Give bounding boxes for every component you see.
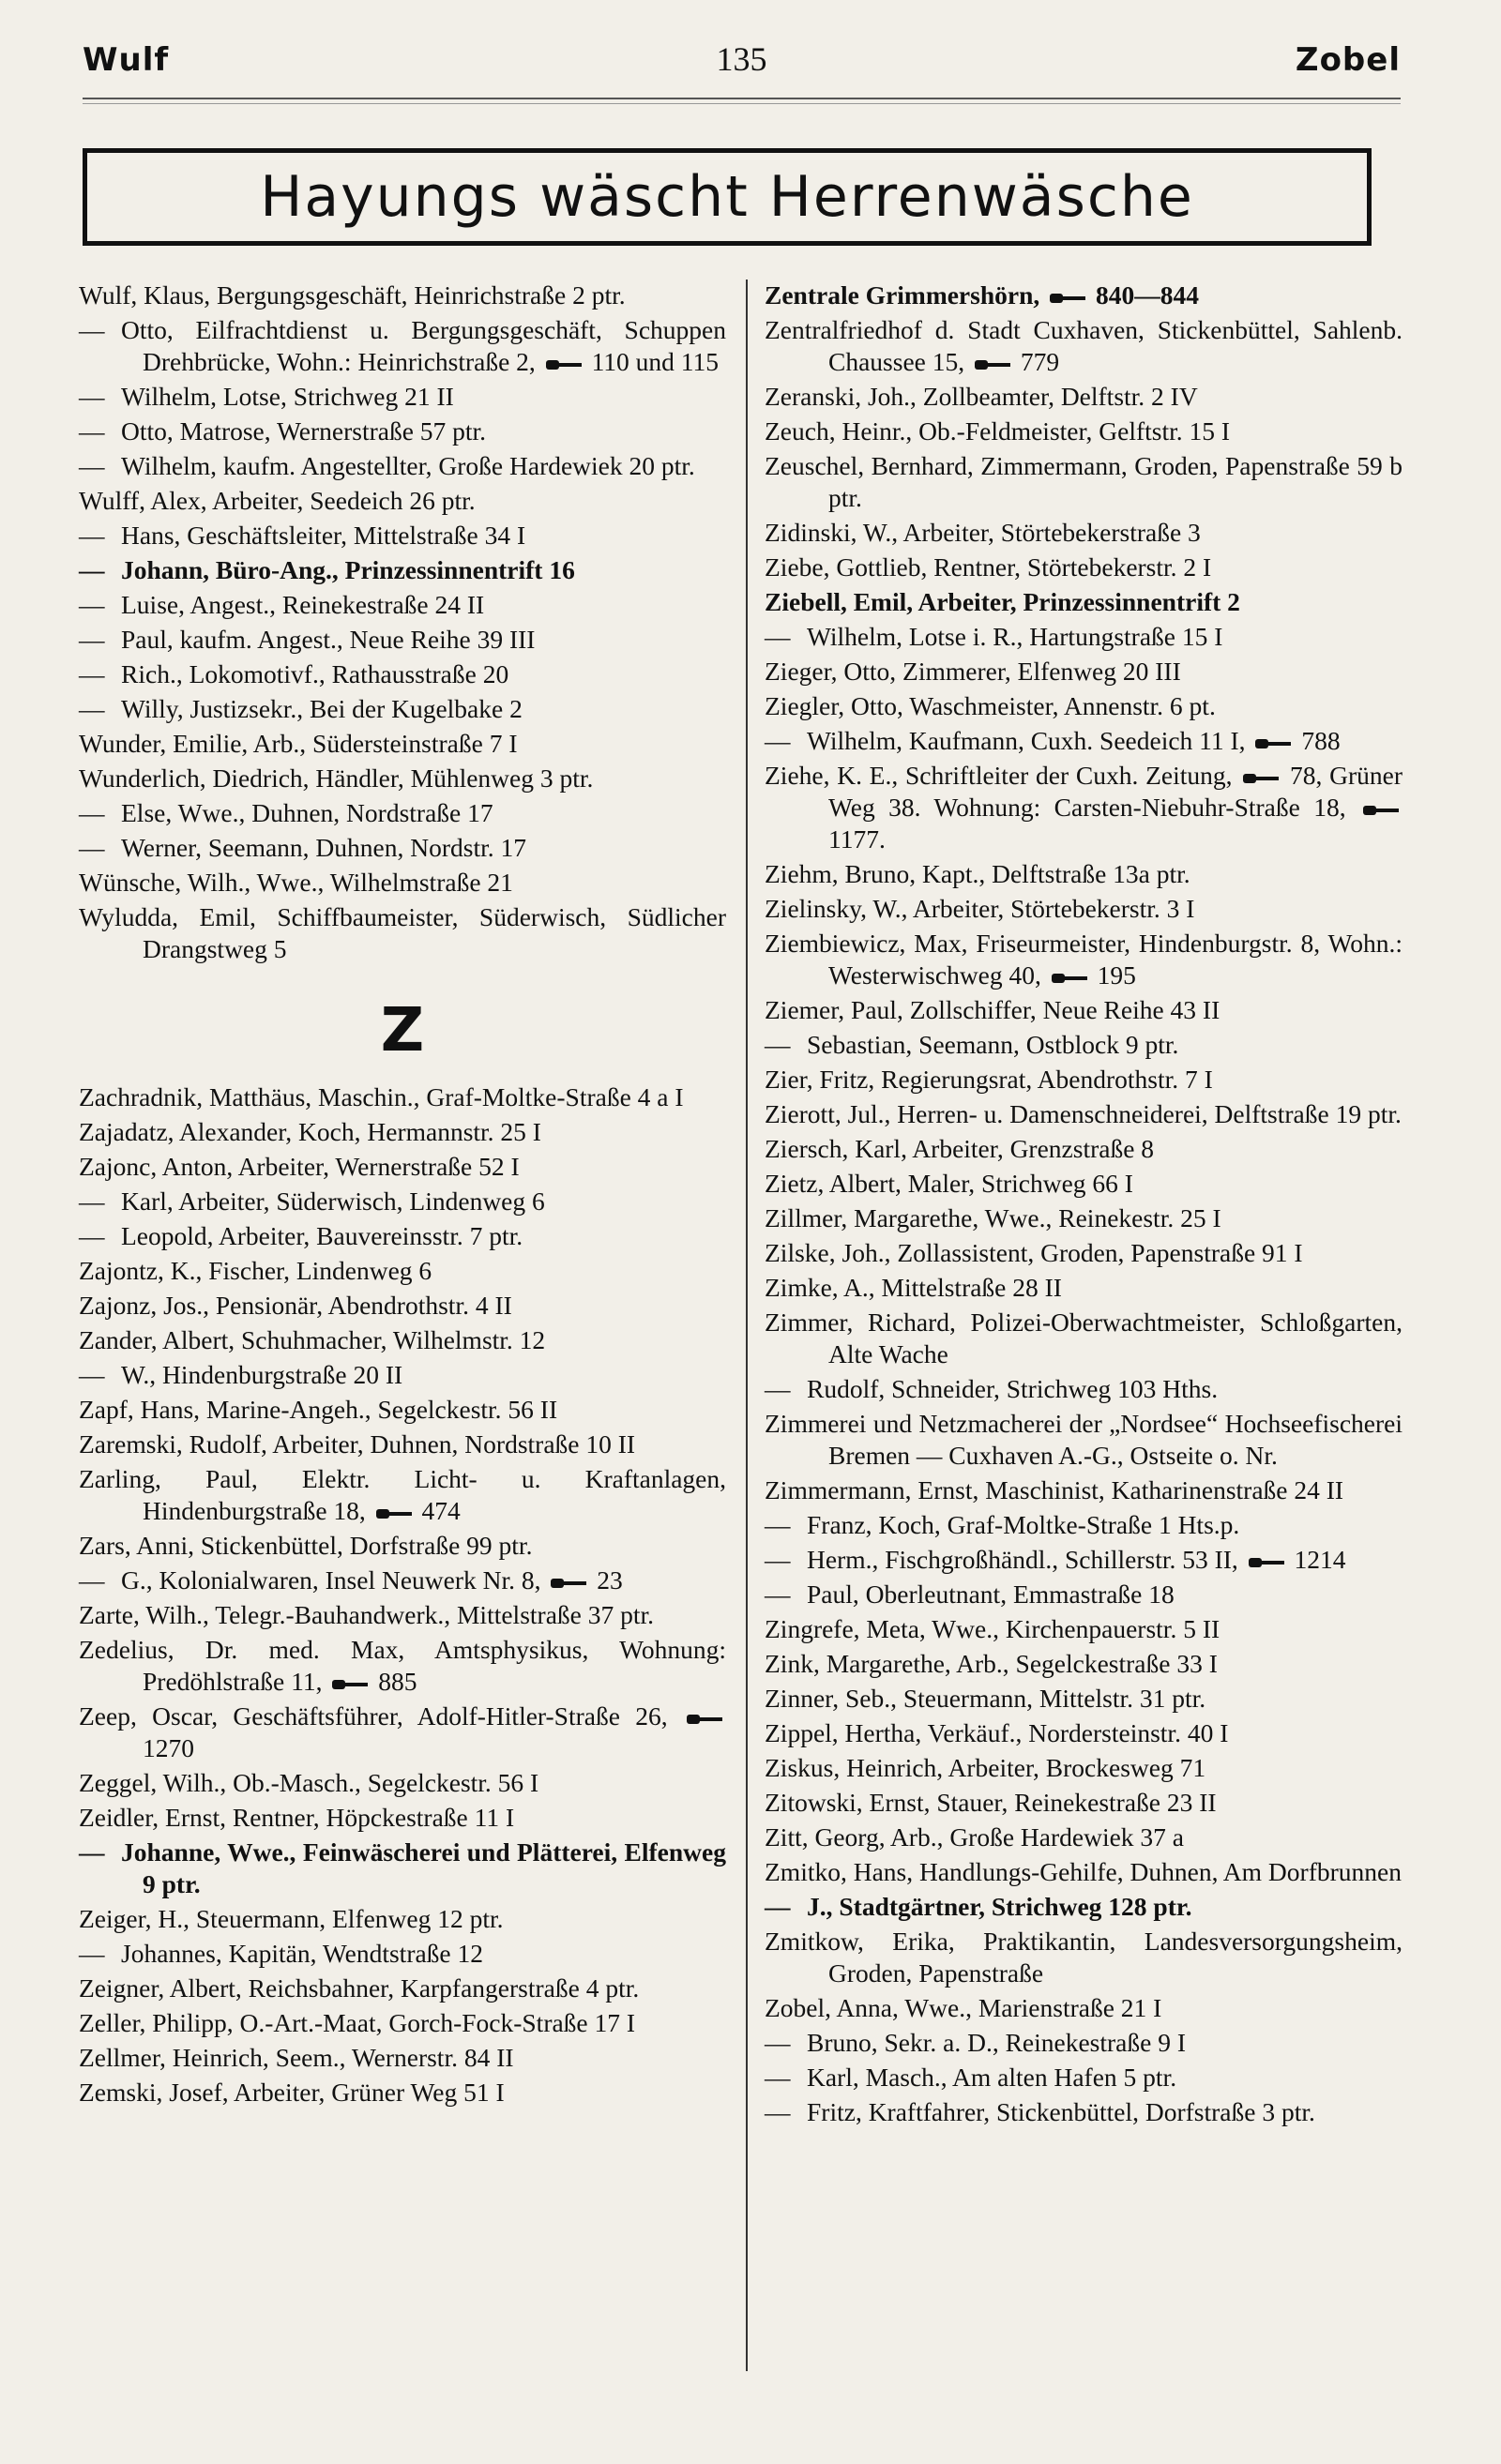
entry-text: Franz, Koch, Graf-Moltke-Straße 1 Hts.p. (807, 1510, 1240, 1539)
entry-text: Zilske, Joh., Zollassistent, Groden, Papenstraße 91 I (765, 1238, 1303, 1267)
directory-entry (765, 1064, 1402, 1096)
header-rule (83, 98, 1401, 99)
directory-entry (765, 1272, 1402, 1304)
entry-text: Zeep, Oscar, Geschäftsführer, Adolf-Hitler-Straße 26, (79, 1701, 683, 1731)
entry-text: Johanne, Wwe., Feinwäscherei und Plätterei, Elfenweg 9 ptr. (121, 1837, 726, 1898)
entry-text: Zedelius, Dr. med. Max, Amtsphysikus, Wohnung: Predöhlstraße 11, (79, 1635, 726, 1696)
entry-text: Ziskus, Heinrich, Arbeiter, Brockesweg 71 (765, 1753, 1206, 1782)
directory-entry (79, 2077, 726, 2109)
entry-text: Ziegler, Otto, Waschmeister, Annenstr. 6 pt. (765, 691, 1216, 720)
directory-entry (79, 693, 726, 725)
entry-text: Zemski, Josef, Arbeiter, Grüner Weg 51 I (79, 2078, 505, 2107)
entry-text: Karl, Arbeiter, Süderwisch, Lindenweg 6 (121, 1187, 545, 1216)
entry-text: Hans, Geschäftsleiter, Mittelstraße 34 I (121, 521, 526, 550)
entry-text: Wunderlich, Diedrich, Händler, Mühlenweg 3 ptr. (79, 763, 594, 793)
advert-text: Hayungs wäscht Herrenwäsche (260, 164, 1194, 230)
directory-entry (79, 1903, 726, 1935)
directory-entry (765, 1752, 1402, 1784)
directory-entry (765, 656, 1402, 688)
entry-text: Sebastian, Seemann, Ostblock 9 ptr. (807, 1030, 1179, 1059)
directory-entry (79, 1186, 726, 1217)
entry-text: 1270 (143, 1733, 194, 1762)
directory-entry (79, 624, 726, 656)
directory-entry (765, 1168, 1402, 1200)
entry-text: Zars, Anni, Stickenbüttel, Dorfstraße 99 ptr. (79, 1531, 533, 1560)
entry-text: Zinner, Seb., Steuermann, Mittelstr. 31 ptr. (765, 1684, 1206, 1713)
directory-entry (79, 901, 726, 965)
directory-entry (765, 928, 1402, 991)
directory-entry (79, 1255, 726, 1287)
directory-entry (79, 1565, 726, 1596)
directory-entry (79, 416, 726, 447)
entry-text: 78, Grüner Weg 38. Wohnung: Carsten-Niebuhr-Straße 18, (828, 761, 1402, 822)
entry-text: J., Stadtgärtner, Strichweg 128 ptr. (807, 1892, 1192, 1921)
directory-entry (765, 1787, 1402, 1819)
directory-entry (765, 1098, 1402, 1130)
directory-entry (79, 1394, 726, 1426)
directory-entry (79, 1634, 726, 1698)
directory-entry (765, 1408, 1402, 1472)
entry-text: Bruno, Sekr. a. D., Reinekestraße 9 I (807, 2028, 1187, 2057)
entry-text: Werner, Seemann, Duhnen, Nordstr. 17 (121, 833, 526, 862)
entry-text: 195 (1090, 960, 1136, 990)
directory-entry (765, 381, 1402, 413)
repeat-dash: — (79, 416, 105, 446)
entry-text: Zitt, Georg, Arb., Große Hardewiek 37 a (765, 1822, 1185, 1852)
repeat-dash: — (79, 315, 105, 344)
directory-entry (765, 1544, 1402, 1576)
entry-text: Zajonc, Anton, Arbeiter, Wernerstraße 52 I (79, 1152, 520, 1181)
repeat-dash: — (79, 798, 105, 827)
repeat-dash: — (79, 1939, 105, 1968)
entry-text: Wulf, Klaus, Bergungsgeschäft, Heinrichstraße 2 ptr. (79, 280, 626, 310)
directory-entry (79, 763, 726, 794)
directory-entry (79, 1116, 726, 1148)
entry-text: Rudolf, Schneider, Strichweg 103 Hths. (807, 1374, 1219, 1403)
repeat-dash: — (79, 694, 105, 723)
header-right: Zobel (1295, 41, 1401, 79)
directory-entry (765, 1373, 1402, 1405)
right-column (765, 280, 1402, 2131)
directory-entry (765, 1613, 1402, 1645)
entry-text: Zeiger, H., Steuermann, Elfenweg 12 ptr. (79, 1904, 504, 1933)
entry-text: 110 und 115 (584, 347, 720, 376)
directory-entry (765, 858, 1402, 890)
directory-entry (79, 2007, 726, 2039)
entry-text: 1177. (828, 824, 886, 854)
directory-entry (79, 1530, 726, 1562)
repeat-dash: — (79, 451, 105, 480)
entry-text: Zimmermann, Ernst, Maschinist, Katharinenstraße 24 II (765, 1475, 1344, 1504)
entry-text: 1214 (1287, 1545, 1346, 1574)
entry-text: Johann, Büro-Ang., Prinzessinnentrift 16 (121, 555, 575, 584)
telephone-icon (1052, 972, 1087, 985)
repeat-dash: — (765, 2097, 791, 2126)
directory-entry (79, 1701, 726, 1764)
entry-text: Paul, kaufm. Angest., Neue Reihe 39 III (121, 625, 536, 654)
directory-entry (765, 1237, 1402, 1269)
repeat-dash: — (79, 590, 105, 619)
directory-entry (765, 725, 1402, 757)
entry-text: Zitowski, Ernst, Stauer, Reinekestraße 23 II (765, 1788, 1217, 1817)
directory-entry (765, 1683, 1402, 1715)
entry-text: Zaremski, Rudolf, Arbeiter, Duhnen, Nordstraße 10 II (79, 1429, 636, 1459)
directory-entry (765, 2027, 1402, 2059)
entry-text: 885 (371, 1667, 417, 1696)
entry-text: Wyludda, Emil, Schiffbaumeister, Süderwisch, Südlicher Drangstweg 5 (79, 902, 726, 963)
repeat-dash: — (765, 622, 791, 651)
directory-entry (765, 280, 1402, 311)
directory-entry (765, 1648, 1402, 1680)
entries-w (79, 280, 726, 965)
repeat-dash: — (79, 521, 105, 550)
entry-text: Wilhelm, Kaufmann, Cuxh. Seedeich 11 I, (807, 726, 1252, 755)
repeat-dash: — (765, 1545, 791, 1574)
directory-entry (79, 1429, 726, 1460)
directory-entry (765, 1133, 1402, 1165)
entry-text: Rich., Lokomotivf., Rathausstraße 20 (121, 659, 509, 688)
directory-entry (765, 1992, 1402, 2024)
repeat-dash: — (79, 1221, 105, 1250)
entry-text: 788 (1295, 726, 1341, 755)
repeat-dash: — (79, 659, 105, 688)
directory-entry (79, 832, 726, 864)
directory-entry (765, 2096, 1402, 2128)
entry-text: Wulff, Alex, Arbeiter, Seedeich 26 ptr. (79, 486, 476, 515)
directory-entry (765, 690, 1402, 722)
entry-text: Zarte, Wilh., Telegr.-Bauhandwerk., Mittelstraße 37 ptr. (79, 1600, 655, 1629)
directory-entry (79, 1599, 726, 1631)
left-column (79, 280, 726, 2111)
directory-entry (765, 314, 1402, 378)
directory-entry (765, 1509, 1402, 1541)
directory-entry (765, 517, 1402, 549)
entry-text: Ziersch, Karl, Arbeiter, Grenzstraße 8 (765, 1134, 1155, 1163)
entry-text: Zink, Margarethe, Arb., Segelckestraße 33 I (765, 1649, 1218, 1678)
entry-text: Zidinski, W., Arbeiter, Störtebekerstraße 3 (765, 518, 1201, 547)
entry-text: Ziebe, Gottlieb, Rentner, Störtebekerstr. 2 I (765, 552, 1212, 582)
entry-text: Zimmer, Richard, Polizei-Oberwachtmeister, Schloßgarten, Alte Wache (765, 1308, 1402, 1368)
directory-entry (765, 621, 1402, 653)
directory-entry (765, 416, 1402, 447)
directory-entry (79, 1837, 726, 1900)
entry-text: Ziembiewicz, Max, Friseurmeister, Hindenburgstr. 8, Wohn.: Westerwischweg 40, (765, 929, 1402, 990)
repeat-dash: — (79, 1565, 105, 1595)
directory-entry (765, 1891, 1402, 1923)
repeat-dash: — (79, 382, 105, 411)
entry-text: 840—844 (1089, 280, 1200, 310)
directory-entry (79, 1290, 726, 1322)
directory-entry (79, 381, 726, 413)
entries-z-left (79, 1081, 726, 2109)
repeat-dash: — (765, 1510, 791, 1539)
entry-text: Leopold, Arbeiter, Bauvereinsstr. 7 ptr. (121, 1221, 523, 1250)
entry-text: Zierott, Jul., Herren- u. Damenschneiderei, Delftstraße 19 ptr. (765, 1099, 1402, 1128)
telephone-icon (1249, 1556, 1284, 1569)
directory-entry (765, 893, 1402, 925)
entry-text: 23 (590, 1565, 623, 1595)
entry-text: Zachradnik, Matthäus, Maschin., Graf-Moltke-Straße 4 a I (79, 1082, 684, 1111)
repeat-dash: — (765, 1374, 791, 1403)
entry-text: Ziemer, Paul, Zollschiffer, Neue Reihe 43 II (765, 995, 1221, 1024)
entry-text: Wilhelm, Lotse i. R., Hartungstraße 15 I (807, 622, 1223, 651)
directory-entry (765, 1029, 1402, 1061)
entry-text: Ziehe, K. E., Schriftleiter der Cuxh. Zeitung, (765, 761, 1240, 790)
entry-text: Zillmer, Margarethe, Wwe., Reinekestr. 25 I (765, 1203, 1221, 1232)
directory-entry (79, 554, 726, 586)
directory-entry (765, 586, 1402, 618)
repeat-dash: — (765, 2063, 791, 2092)
telephone-icon (975, 358, 1010, 371)
repeat-dash: — (79, 1360, 105, 1389)
directory-entry (765, 1474, 1402, 1506)
entry-text: Zeidler, Ernst, Rentner, Höpckestraße 11 I (79, 1803, 515, 1832)
running-header (83, 41, 1401, 88)
directory-entry (79, 1359, 726, 1391)
advert-box (83, 148, 1372, 246)
repeat-dash: — (765, 726, 791, 755)
entry-text: Zentrale Grimmershörn, (765, 280, 1047, 310)
entry-text: 474 (415, 1496, 461, 1525)
telephone-icon (551, 1577, 586, 1590)
entry-text: Zieger, Otto, Zimmerer, Elfenweg 20 III (765, 657, 1181, 686)
repeat-dash: — (79, 833, 105, 862)
repeat-dash: — (79, 1837, 105, 1867)
repeat-dash: — (79, 1187, 105, 1216)
directory-entry (79, 1767, 726, 1799)
entry-text: Zmitkow, Erika, Praktikantin, Landesversorgungsheim, Groden, Papenstraße (765, 1927, 1402, 1988)
entry-text: Zietz, Albert, Maler, Strichweg 66 I (765, 1169, 1133, 1198)
directory-entry (79, 1081, 726, 1113)
entry-text: Else, Wwe., Duhnen, Nordstraße 17 (121, 798, 493, 827)
entry-text: Wünsche, Wilh., Wwe., Wilhelmstraße 21 (79, 868, 513, 897)
directory-entry (79, 485, 726, 517)
entry-text: Wunder, Emilie, Arb., Südersteinstraße 7 I (79, 729, 518, 758)
header-left: Wulf (83, 41, 170, 79)
repeat-dash: — (79, 555, 105, 584)
repeat-dash: — (79, 625, 105, 654)
entry-text: Zellmer, Heinrich, Seem., Wernerstr. 84 II (79, 2043, 514, 2072)
entry-text: Zentralfriedhof d. Stadt Cuxhaven, Stickenbüttel, Sahlenb. Chaussee 15, (765, 315, 1402, 376)
directory-entry (79, 1151, 726, 1183)
directory-entry (765, 1717, 1402, 1749)
entry-text: Luise, Angest., Reinekestraße 24 II (121, 590, 485, 619)
entry-text: Ziehm, Bruno, Kapt., Delftstraße 13a ptr. (765, 859, 1190, 888)
directory-entry (765, 994, 1402, 1026)
entry-text: Zmitko, Hans, Handlungs-Gehilfe, Duhnen, Am Dorfbrunnen (765, 1857, 1402, 1886)
directory-entry (79, 1463, 726, 1527)
entry-text: Zapf, Hans, Marine-Angeh., Segelckestr. 56 II (79, 1395, 558, 1424)
entry-text: Zobel, Anna, Wwe., Marienstraße 21 I (765, 1993, 1162, 2022)
entry-text: Zajadatz, Alexander, Koch, Hermannstr. 25 I (79, 1117, 541, 1146)
header-rule-thin (83, 103, 1401, 104)
telephone-icon (546, 358, 582, 371)
entry-text: Zier, Fritz, Regierungsrat, Abendrothstr. 7 I (765, 1065, 1213, 1094)
entry-text: Zajonz, Jos., Pensionär, Abendrothstr. 4 II (79, 1291, 512, 1320)
entry-text: Paul, Oberleutnant, Emmastraße 18 (807, 1580, 1175, 1609)
entry-text: Otto, Eilfrachtdienst u. Bergungsgeschäft, Schuppen Drehbrücke, Wohn.: Heinrichstraße 2, (121, 315, 726, 376)
entry-text: Zeuch, Heinr., Ob.-Feldmeister, Gelftstr. 15 I (765, 416, 1231, 446)
page-number: 135 (716, 40, 767, 78)
entry-text: Zeller, Philipp, O.-Art.-Maat, Gorch-Fock-Straße 17 I (79, 2008, 636, 2037)
entry-text: Johannes, Kapitän, Wendtstraße 12 (121, 1939, 484, 1968)
directory-entry (79, 450, 726, 482)
directory-entry (765, 760, 1402, 855)
telephone-icon (332, 1678, 368, 1691)
directory-entry (79, 520, 726, 552)
directory-entry (79, 867, 726, 899)
directory-entry (79, 280, 726, 311)
entry-text: Wilhelm, Lotse, Strichweg 21 II (121, 382, 454, 411)
entry-text: Zeggel, Wilh., Ob.-Masch., Segelckestr. 56 I (79, 1768, 539, 1797)
entry-text: Karl, Masch., Am alten Hafen 5 ptr. (807, 2063, 1177, 2092)
directory-entry (765, 1579, 1402, 1610)
entry-text: Zeranski, Joh., Zollbeamter, Delftstr. 2 IV (765, 382, 1198, 411)
entry-text: Zander, Albert, Schuhmacher, Wilhelmstr. 12 (79, 1325, 546, 1354)
section-letter: Z (380, 996, 425, 1066)
directory-entry (765, 1926, 1402, 1989)
entry-text: Willy, Justizsekr., Bei der Kugelbake 2 (121, 694, 523, 723)
entry-text: Zarling, Paul, Elektr. Licht- u. Kraftanlagen, Hindenburgstraße 18, (79, 1464, 726, 1525)
directory-entry (79, 589, 726, 621)
entry-text: Zingrefe, Meta, Wwe., Kirchenpauerstr. 5 II (765, 1614, 1221, 1643)
entries-z-right (765, 280, 1402, 2128)
entry-text: Ziebell, Emil, Arbeiter, Prinzessinnentrift 2 (765, 587, 1240, 616)
entry-text: Zimke, A., Mittelstraße 28 II (765, 1273, 1062, 1302)
directory-entry (765, 1856, 1402, 1888)
entry-text: W., Hindenburgstraße 20 II (121, 1360, 403, 1389)
telephone-icon (1050, 292, 1085, 305)
directory-entry (79, 797, 726, 829)
directory-entry (765, 1307, 1402, 1370)
directory-entry (79, 1938, 726, 1970)
entry-text: Zielinsky, W., Arbeiter, Störtebekerstr. 3 I (765, 894, 1195, 923)
entry-text: Zeuschel, Bernhard, Zimmermann, Groden, Papenstraße 59 b ptr. (765, 451, 1402, 512)
directory-entry (765, 1202, 1402, 1234)
entry-text: Zimmerei und Netzmacherei der „Nordsee“ Hochseefischerei Bremen — Cuxhaven A.-G., Ostseite o. Nr. (765, 1409, 1402, 1470)
entry-text: Zajontz, K., Fischer, Lindenweg 6 (79, 1256, 432, 1285)
directory-entry (79, 658, 726, 690)
repeat-dash: — (765, 2028, 791, 2057)
directory-entry (79, 728, 726, 760)
directory-entry (765, 450, 1402, 514)
telephone-icon (376, 1507, 412, 1520)
directory-entry (79, 1220, 726, 1252)
entry-text: Herm., Fischgroßhändl., Schillerstr. 53 II, (807, 1545, 1245, 1574)
telephone-icon (1363, 804, 1399, 817)
entry-text: Otto, Matrose, Wernerstraße 57 ptr. (121, 416, 487, 446)
telephone-icon (687, 1713, 722, 1726)
telephone-icon (1243, 772, 1279, 785)
directory-entry (79, 1802, 726, 1834)
directory-entry (79, 1973, 726, 2004)
directory-entry (79, 314, 726, 378)
repeat-dash: — (765, 1030, 791, 1059)
directory-entry (765, 1822, 1402, 1853)
repeat-dash: — (765, 1892, 791, 1921)
entry-text: Zippel, Hertha, Verkäuf., Nordersteinstr. 40 I (765, 1718, 1229, 1747)
directory-entry (765, 2062, 1402, 2094)
directory-entry (79, 1324, 726, 1356)
entry-text: 779 (1014, 347, 1060, 376)
entry-text: G., Kolonialwaren, Insel Neuwerk Nr. 8, (121, 1565, 548, 1595)
directory-entry (765, 552, 1402, 583)
entry-text: Zeigner, Albert, Reichsbahner, Karpfangerstraße 4 ptr. (79, 1973, 640, 2003)
entry-text: Fritz, Kraftfahrer, Stickenbüttel, Dorfstraße 3 ptr. (807, 2097, 1315, 2126)
telephone-icon (1255, 737, 1291, 750)
directory-entry (79, 2042, 726, 2074)
entry-text: Wilhelm, kaufm. Angestellter, Große Hardewiek 20 ptr. (121, 451, 695, 480)
repeat-dash: — (765, 1580, 791, 1609)
column-divider (746, 280, 748, 2371)
